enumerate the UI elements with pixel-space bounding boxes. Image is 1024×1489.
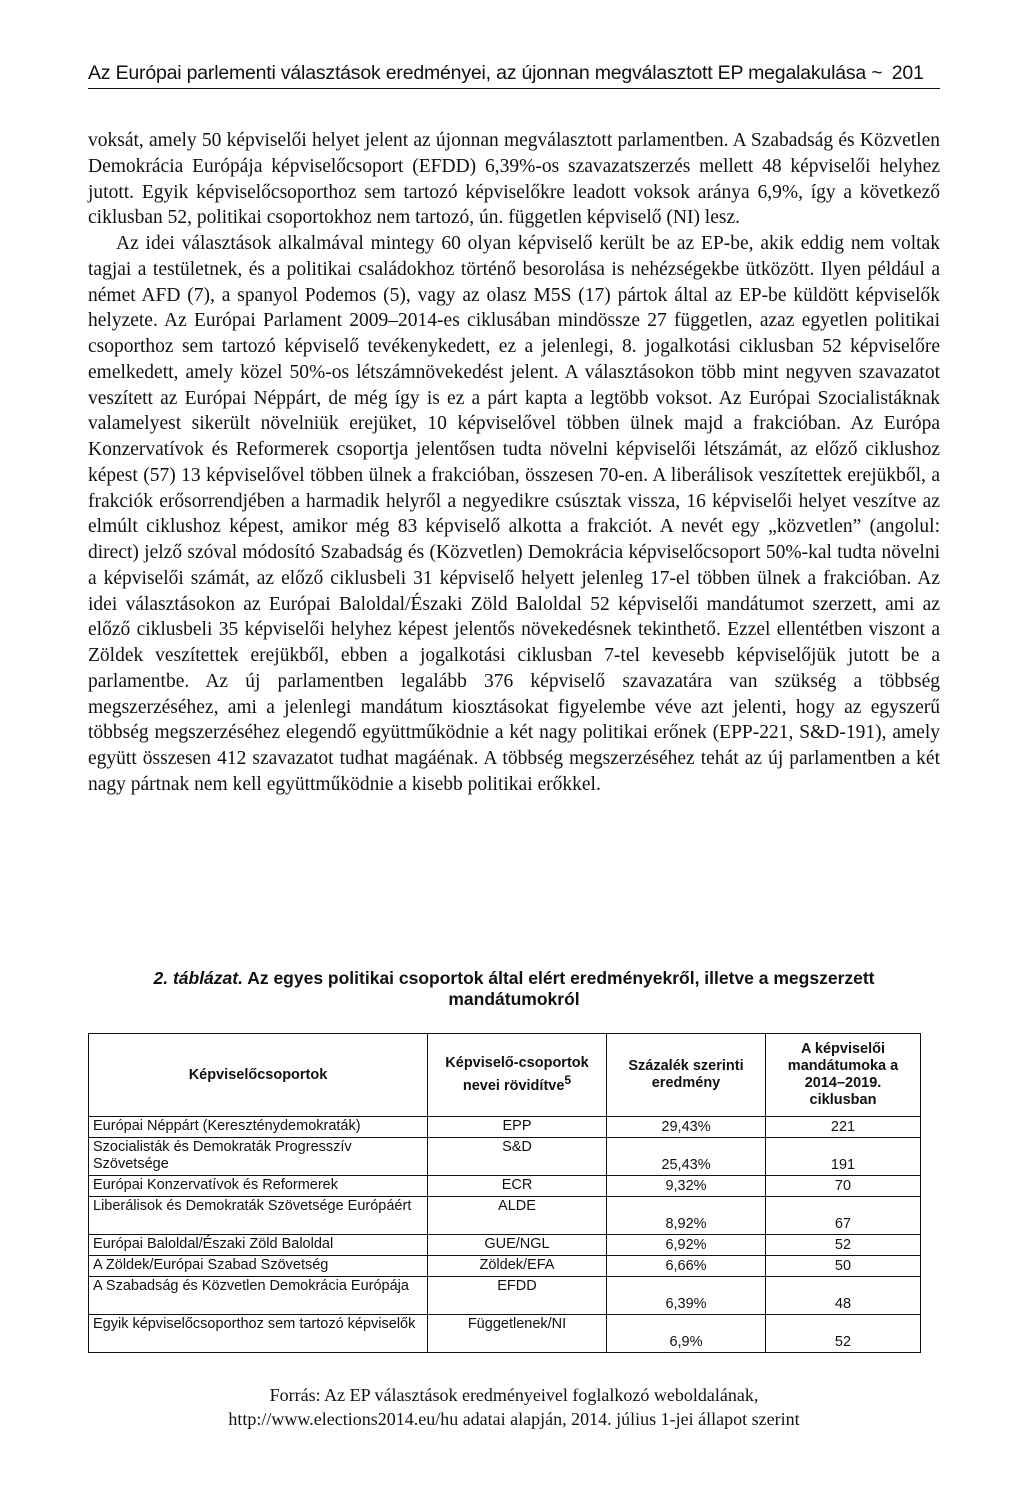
cell-pct: 25,43%	[607, 1138, 766, 1176]
cell-abbr: EFDD	[428, 1277, 607, 1315]
body-text	[88, 128, 940, 798]
cell-seats: 70	[766, 1176, 921, 1197]
cell-abbr: Függetlenek/NI	[428, 1315, 607, 1353]
cell-group: A Zöldek/Európai Szabad Szövetség	[89, 1256, 428, 1277]
table-row	[89, 1176, 921, 1197]
paragraph-1: voksát, amely 50 képviselői helyet jelent az újonnan megválasztott parlamentben. A Szabadság és Közvetlen Demokrácia Európája képviselőcsoport (EFDD) 6,39%-os szavazatszerzés mellett 48 képviselői helyhez jutott. Egyik képviselőcsoporthoz sem tartozó képviselőkre leadott voksok aránya 6,9%, így a következő ciklusban 52, politikai csoportokhoz nem tartozó, ún. független képviselő (NI) lesz.	[88, 130, 940, 229]
table-row	[89, 1138, 921, 1176]
results-table	[88, 1033, 921, 1353]
running-head-separator: ~	[871, 62, 883, 84]
cell-seats: 221	[766, 1117, 921, 1138]
header-group: Képviselőcsoportok	[89, 1034, 428, 1117]
cell-seats: 50	[766, 1256, 921, 1277]
page-number: 201	[891, 62, 924, 84]
cell-abbr: S&D	[428, 1138, 607, 1176]
header-abbr	[428, 1034, 607, 1117]
cell-pct: 9,32%	[607, 1176, 766, 1197]
header-abbr-text: Képviselő-csoportok nevei rövidítve	[445, 1055, 589, 1094]
table-row	[89, 1117, 921, 1138]
cell-abbr: ECR	[428, 1176, 607, 1197]
cell-seats: 52	[766, 1315, 921, 1353]
cell-seats: 191	[766, 1138, 921, 1176]
footnote-marker: 5	[564, 1073, 572, 1088]
cell-group: Liberálisok és Demokraták Szövetsége Európáért	[89, 1197, 428, 1235]
cell-pct: 8,92%	[607, 1197, 766, 1235]
header-pct: Százalék szerinti eredmény	[607, 1034, 766, 1117]
cell-group: Egyik képviselőcsoporthoz sem tartozó képviselők	[89, 1315, 428, 1353]
table-source	[88, 1383, 940, 1431]
cell-pct: 29,43%	[607, 1117, 766, 1138]
cell-pct: 6,92%	[607, 1235, 766, 1256]
cell-abbr: GUE/NGL	[428, 1235, 607, 1256]
table-row	[89, 1197, 921, 1235]
table-caption-number: 2. táblázat.	[153, 968, 243, 988]
cell-pct: 6,66%	[607, 1256, 766, 1277]
table-row	[89, 1315, 921, 1353]
cell-pct: 6,9%	[607, 1315, 766, 1353]
cell-seats: 67	[766, 1197, 921, 1235]
cell-group: Európai Konzervatívok és Reformerek	[89, 1176, 428, 1197]
cell-seats: 52	[766, 1235, 921, 1256]
table-header-row	[89, 1034, 921, 1117]
cell-group: Európai Néppárt (Kereszténydemokraták)	[89, 1117, 428, 1138]
table-row	[89, 1235, 921, 1256]
source-line-2: http://www.elections2014.eu/hu adatai alapján, 2014. július 1-jei állapot szerint	[228, 1409, 800, 1429]
cell-pct: 6,39%	[607, 1277, 766, 1315]
cell-abbr: Zöldek/EFA	[428, 1256, 607, 1277]
table-row	[89, 1256, 921, 1277]
cell-group: Szocialisták és Demokraták Progresszív Szövetsége	[89, 1138, 428, 1176]
cell-seats: 48	[766, 1277, 921, 1315]
table-caption	[88, 968, 940, 1010]
source-line-1: Forrás: Az EP választások eredményeivel foglalkozó weboldalának,	[269, 1385, 759, 1405]
table-caption-title: Az egyes politikai csoportok által elért eredményekről, illetve a megszerzett mandátumokról	[247, 968, 875, 1009]
paragraph-2: Az idei választások alkalmával mintegy 60 olyan képviselő került be az EP-be, akik eddig nem voltak tagjai a testületnek, és a politikai családokhoz történő besorolása is nehézségekbe ütközött. Ilyen például a német AFD (7), a spanyol Podemos (5), vagy az olasz M5S (17) pártok által az EP-be küldött képviselők helyzete. Az Európai Parlament 2009–2014-es ciklusában mindössze 27 független, azaz egyetlen politikai csoporthoz sem tartozó képviselő tevékenykedett, ez a jelenlegi, 8. jogalkotási ciklusban 52 képviselőre emelkedett, amely közel 50%-os létszámnövekedést jelent. A választásokon több mint negyven szavazatot veszített az Európai Néppárt, de még így is ez a párt kapta a legtöbb voksot. Az Európai Szocialistáknak valamelyest sikerült növelniük erejüket, 10 képviselővel többen ülnek majd a frakcióban. Az Európa Konzervatívok és Reformerek csoportja jelentősen tudta növelni képviselői létszámát, az előző ciklushoz képest (57) 13 képviselővel többen ülnek a frakcióban, összesen 70-en. A liberálisok veszítettek erejükből, a frakciók erősorrendjében a harmadik helyről a negyedikre csúsztak vissza, 16 képviselői helyet veszítve az elmúlt ciklushoz képest, amikor még 83 képviselő alkotta a frakciót. A nevét egy „közvetlen” (angolul: direct) jelző szóval módosító Szabadság és (Közvetlen) Demokrácia képviselőcsoport 50%-kal tudta növelni a képviselői számát, az előző ciklusbeli 31 képviselő helyett jelenleg 17-el többen ülnek a frakcióban. Az idei választásokon az Európai Baloldal/Északi Zöld Baloldal 52 képviselői mandátumot szerzett, ami az előző ciklusbeli 35 képviselői helyhez képest jelentős növekedésnek tekinthető. Ezzel ellentétben viszont a Zöldek veszítettek erejükből, ebben a jogalkotási ciklusban 7-tel kevesebb képviselőjük jutott be a parlamentbe. Az új parlamentben legalább 376 képviselő szavazatára van szükség a többség megszerzéséhez, ami a jelenlegi mandátum kiosztásokat figyelembe véve azt jelenti, hogy az egyszerű többség megszerzéséhez elegendő együttműködnie a két nagy politikai erőnek (EPP-221, S&D-191), amely együtt összesen 412 szavazatot tudhat magáénak. A többség megszerzéséhez tehát az új parlamentben a két nagy pártnak nem kell együttműködnie a kisebb politikai erőkkel.	[88, 233, 940, 795]
running-head	[88, 62, 940, 89]
table-row	[89, 1277, 921, 1315]
running-head-title: Az Európai parlementi választások eredményei, az újonnan megválasztott EP megalakulása	[88, 62, 867, 84]
cell-abbr: EPP	[428, 1117, 607, 1138]
cell-abbr: ALDE	[428, 1197, 607, 1235]
cell-group: Európai Baloldal/Északi Zöld Baloldal	[89, 1235, 428, 1256]
header-seats: A képviselői mandátumoka a 2014–2019. ciklusban	[766, 1034, 921, 1117]
cell-group: A Szabadság és Közvetlen Demokrácia Európája	[89, 1277, 428, 1315]
